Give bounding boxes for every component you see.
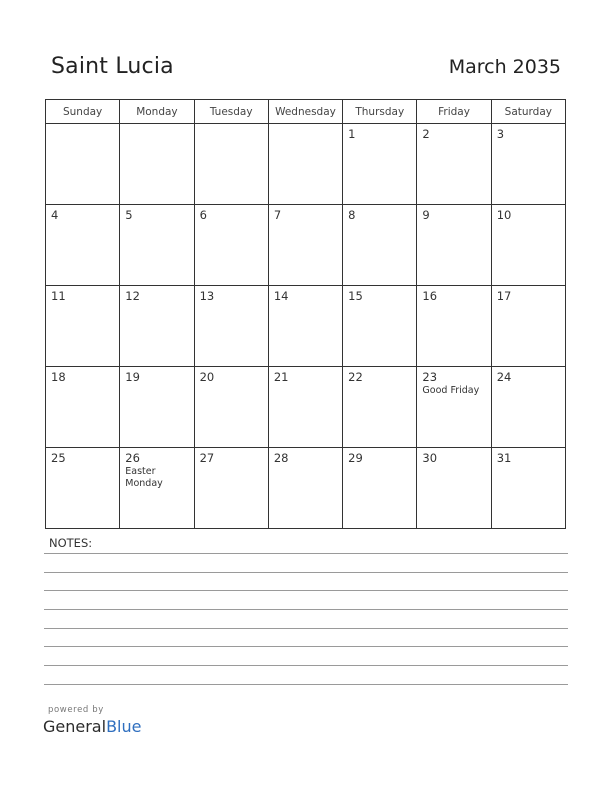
day-number: 18 [51, 370, 66, 384]
day-number: 15 [348, 289, 363, 303]
day-number: 29 [348, 451, 363, 465]
day-number: 6 [199, 208, 207, 222]
holiday-label: Easter Monday [125, 466, 163, 489]
day-number: 4 [51, 208, 59, 222]
day-cell [46, 448, 120, 529]
weekday-tuesday: Tuesday [194, 100, 268, 124]
note-line [44, 590, 568, 591]
weekday-saturday: Saturday [491, 100, 565, 124]
day-number: 26 [125, 451, 140, 465]
day-cell [46, 286, 120, 367]
day-number: 3 [496, 127, 505, 141]
day-cell [46, 124, 120, 205]
day-cell [417, 286, 491, 367]
day-number: 7 [273, 208, 282, 222]
day-number: 22 [348, 370, 363, 384]
note-line [44, 609, 568, 610]
day-number: 2 [422, 127, 430, 141]
day-cell [194, 124, 268, 205]
calendar-grid [45, 99, 566, 529]
day-number: 5 [125, 208, 133, 222]
weekday-friday: Friday [417, 100, 491, 124]
day-cell [343, 124, 417, 205]
weekday-header-row [46, 100, 566, 124]
day-cell [343, 367, 417, 448]
day-cell [417, 448, 491, 529]
day-cell [194, 205, 268, 286]
note-line [44, 628, 568, 629]
week-row [46, 286, 566, 367]
country-title: Saint Lucia [51, 54, 174, 79]
note-line [44, 572, 568, 573]
note-line [44, 684, 568, 685]
day-number: 30 [422, 451, 438, 465]
day-number: 21 [273, 370, 289, 384]
note-line [44, 646, 568, 647]
day-cell [194, 286, 268, 367]
day-number: 24 [496, 370, 512, 384]
day-cell [491, 286, 565, 367]
day-cell [120, 367, 194, 448]
day-number: 11 [51, 289, 66, 303]
brand-general: General [43, 717, 107, 736]
day-cell [268, 124, 342, 205]
day-cell [268, 448, 342, 529]
day-number: 27 [199, 451, 215, 465]
day-number: 1 [348, 127, 356, 141]
day-cell [46, 205, 120, 286]
day-cell [46, 367, 120, 448]
day-cell [491, 367, 565, 448]
day-number: 16 [422, 289, 438, 303]
brand-blue: Blue [106, 717, 142, 736]
day-number: 19 [125, 370, 140, 384]
day-cell [194, 367, 268, 448]
day-cell [268, 205, 342, 286]
day-number: 23 [422, 370, 438, 384]
day-cell [120, 205, 194, 286]
day-number: 17 [496, 289, 512, 303]
brand-logo [43, 717, 141, 736]
day-number: 14 [273, 289, 289, 303]
weekday-wednesday: Wednesday [268, 100, 342, 124]
day-cell [417, 367, 491, 448]
day-cell [491, 124, 565, 205]
day-cell [120, 286, 194, 367]
day-cell [120, 448, 194, 529]
day-number: 25 [51, 451, 66, 465]
weekday-sunday: Sunday [46, 100, 120, 124]
day-number: 10 [496, 208, 512, 222]
note-line [44, 553, 568, 554]
day-number: 13 [199, 289, 215, 303]
day-cell [491, 448, 565, 529]
notes-label: NOTES: [49, 536, 93, 550]
day-cell [343, 205, 417, 286]
day-number: 28 [273, 451, 289, 465]
week-row [46, 205, 566, 286]
day-cell [343, 448, 417, 529]
day-cell [491, 205, 565, 286]
week-row [46, 448, 566, 529]
day-cell [120, 124, 194, 205]
day-number: 20 [199, 370, 215, 384]
day-number: 8 [348, 208, 356, 222]
powered-by-text: powered by [48, 705, 104, 715]
day-cell [268, 286, 342, 367]
day-number: 12 [125, 289, 140, 303]
week-row [46, 367, 566, 448]
day-number: 9 [422, 208, 430, 222]
note-line [44, 665, 568, 666]
weekday-monday: Monday [120, 100, 194, 124]
day-cell [417, 205, 491, 286]
weekday-thursday: Thursday [343, 100, 417, 124]
month-year-title: March 2035 [448, 56, 561, 78]
day-cell [268, 367, 342, 448]
day-number: 31 [496, 451, 512, 465]
week-row [46, 124, 566, 205]
day-cell [343, 286, 417, 367]
day-cell [194, 448, 268, 529]
day-cell [417, 124, 491, 205]
holiday-label: Good Friday [422, 385, 480, 396]
